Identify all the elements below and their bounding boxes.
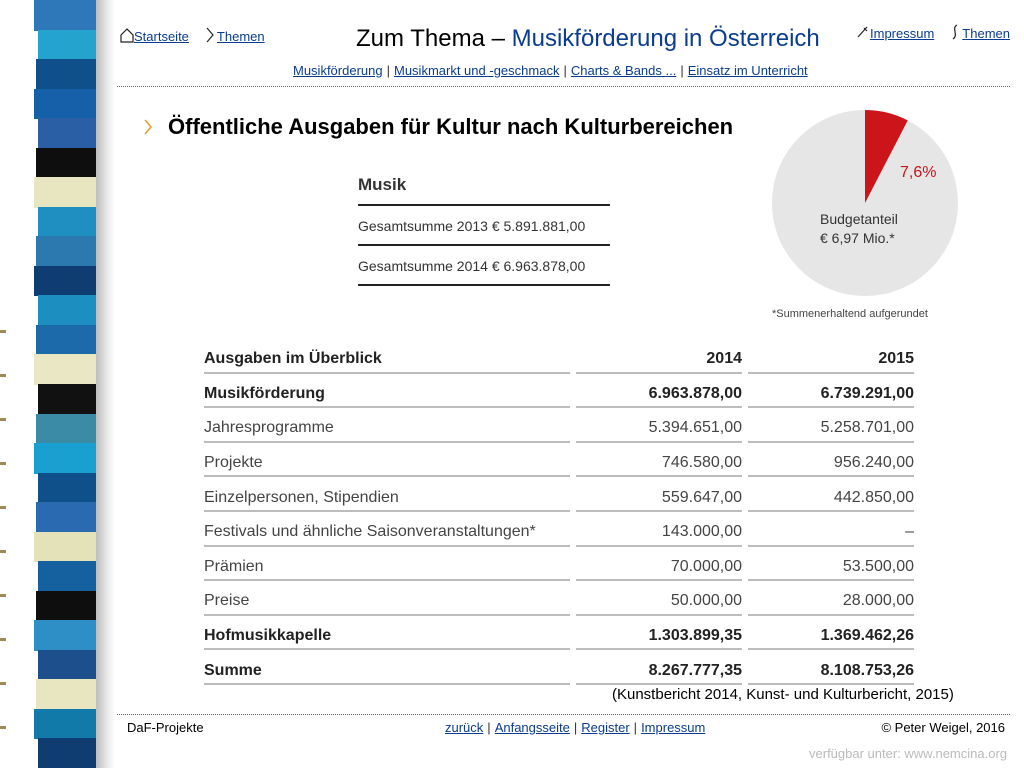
stripe-band <box>38 118 100 149</box>
table-cell-label: Prämien <box>204 557 264 575</box>
table-row-rule <box>576 545 742 547</box>
expenses-table <box>204 342 914 688</box>
table-row <box>204 515 914 550</box>
table-row-rule <box>748 406 914 408</box>
stripe-band <box>38 561 100 592</box>
stripe-band <box>38 473 100 504</box>
chevron-right-icon <box>203 27 217 43</box>
table-row-rule <box>576 614 742 616</box>
top-nav-left <box>120 27 265 44</box>
table-cell-2014: 6.963.878,00 <box>648 384 742 402</box>
table-cell-2014: 746.580,00 <box>661 454 742 472</box>
themes-link-label[interactable]: Themen <box>216 29 265 44</box>
title-highlight: Musikförderung in Österreich <box>511 25 820 52</box>
table-header-2015: 2015 <box>878 350 914 368</box>
table-row <box>204 550 914 585</box>
sub-navigation: Musikförderung | Musikmarkt und -geschmack | Charts & Bands ... | Einsatz im Unterricht <box>293 63 808 78</box>
stripe-band <box>34 709 96 740</box>
stripe-band <box>34 354 96 385</box>
stripe-band <box>34 443 96 474</box>
table-cell-2014: 8.267.777,35 <box>648 661 742 679</box>
table-cell-2015: – <box>905 523 914 541</box>
table-cell-label: Preise <box>204 592 250 610</box>
table-row-rule <box>204 475 570 477</box>
table-row <box>204 377 914 412</box>
stripe-band <box>38 207 100 238</box>
table-cell-label: Jahresprogramme <box>204 419 334 437</box>
table-cell-2014: 5.394.651,00 <box>648 419 742 437</box>
table-row-rule <box>748 614 914 616</box>
home-icon <box>120 27 134 43</box>
pie-footnote: *Summenerhaltend aufgerundet <box>772 308 928 320</box>
table-row-rule <box>204 545 570 547</box>
stripe-band <box>34 0 96 31</box>
pie-percent-label: 7,6% <box>900 164 937 181</box>
musik-summary-box <box>358 175 610 286</box>
table-row-rule <box>204 683 570 685</box>
table-row-rule <box>204 441 570 443</box>
footer-availability: verfügbar unter: www.nemcina.org <box>809 746 1007 761</box>
table-row-rule <box>576 441 742 443</box>
subnav-charts-bands[interactable]: Charts & Bands ... <box>570 63 677 78</box>
table-row <box>204 411 914 446</box>
source-citation: (Kunstbericht 2014, Kunst- und Kulturbericht, 2015) <box>612 686 954 703</box>
stripe-band <box>36 591 98 622</box>
footer-back-link[interactable]: zurück <box>445 720 484 735</box>
table-cell-label: Hofmusikkapelle <box>204 627 332 645</box>
stripe-band <box>34 89 96 120</box>
table-cell-label: Einzelpersonen, Stipendien <box>204 488 399 506</box>
stripe-band <box>36 502 98 533</box>
stripe-band <box>36 236 98 267</box>
table-cell-2015: 8.108.753,26 <box>820 661 914 679</box>
decorative-side-stripe <box>0 0 115 768</box>
musik-total-2013: Gesamtsumme 2013 € 5.891.881,00 <box>358 206 610 246</box>
table-row-rule <box>204 510 570 512</box>
footer-project-label: DaF-Projekte <box>127 720 204 735</box>
table-cell-2014: 143.000,00 <box>661 523 742 541</box>
stripe-band <box>38 295 100 326</box>
stripe-band <box>36 414 98 445</box>
stripe-band <box>38 30 100 61</box>
stripe-band <box>36 148 98 179</box>
section-bullet-icon <box>142 118 154 136</box>
table-row-rule <box>576 510 742 512</box>
table-row-rule <box>576 579 742 581</box>
impressum-link[interactable] <box>856 24 934 41</box>
home-link[interactable] <box>120 27 189 44</box>
table-cell-2015: 28.000,00 <box>842 592 914 610</box>
table-row-rule <box>576 406 742 408</box>
stripe-shadow <box>96 0 115 768</box>
themes-link[interactable] <box>203 27 265 44</box>
stripe-band <box>36 679 98 710</box>
table-row <box>204 446 914 481</box>
home-link-label[interactable]: Startseite <box>134 29 189 44</box>
table-row-rule <box>748 510 914 512</box>
stripe-band <box>34 266 96 297</box>
table-cell-2015: 956.240,00 <box>833 454 914 472</box>
footer-register-link[interactable]: Register <box>581 720 630 735</box>
title-prefix: Zum Thema – <box>356 25 505 52</box>
table-row <box>204 584 914 619</box>
table-cell-label: Projekte <box>204 454 263 472</box>
themes-right-link-label[interactable]: Themen <box>962 26 1010 41</box>
stripe-edge-marks <box>0 330 6 750</box>
pie-budget-line1: Budgetanteil <box>820 211 898 227</box>
footer-home-link[interactable]: Anfangsseite <box>494 720 570 735</box>
header-divider <box>117 86 1010 87</box>
page-title <box>356 25 820 53</box>
stripe-band <box>36 325 98 356</box>
table-row-rule <box>576 683 742 685</box>
table-cell-2015: 5.258.701,00 <box>820 419 914 437</box>
table-row-rule <box>204 648 570 650</box>
stripe-band <box>38 650 100 681</box>
section-title: Öffentliche Ausgaben für Kultur nach Kulturbereichen <box>168 114 734 139</box>
stripe-band <box>38 384 100 415</box>
impressum-link-label[interactable]: Impressum <box>870 26 935 41</box>
table-row <box>204 653 914 688</box>
footer-divider <box>117 714 1010 715</box>
table-cell-2014: 559.647,00 <box>661 488 742 506</box>
table-cell-2015: 442.850,00 <box>833 488 914 506</box>
pen-icon <box>856 24 870 40</box>
footer-impressum-link[interactable]: Impressum <box>641 720 706 735</box>
subnav-musikmarkt[interactable]: Musikmarkt und -geschmack <box>394 63 560 78</box>
table-row-rule <box>204 579 570 581</box>
table-header-label: Ausgaben im Überblick <box>204 350 382 368</box>
table-cell-2014: 70.000,00 <box>670 557 742 575</box>
table-row <box>204 480 914 515</box>
table-body <box>204 377 914 688</box>
curve-icon <box>948 24 962 40</box>
table-row-rule <box>576 475 742 477</box>
table-row-rule <box>576 648 742 650</box>
table-row-rule <box>748 579 914 581</box>
musik-heading: Musik <box>358 175 610 206</box>
table-header-2014: 2014 <box>706 350 742 368</box>
table-row-rule <box>748 475 914 477</box>
subnav-musikfoerderung[interactable]: Musikförderung <box>293 63 383 78</box>
pie-budget-line2: € 6,97 Mio.* <box>820 230 895 246</box>
budget-share-pie <box>770 110 960 300</box>
table-row <box>204 619 914 654</box>
table-row-rule <box>204 406 570 408</box>
top-nav-right <box>856 24 1010 41</box>
table-cell-2015: 1.369.462,26 <box>820 627 914 645</box>
table-cell-2014: 1.303.899,35 <box>648 627 742 645</box>
stripe-band <box>34 620 96 651</box>
table-cell-label: Summe <box>204 661 262 679</box>
stripe-band <box>34 177 96 208</box>
table-header-row <box>204 342 914 377</box>
table-cell-2015: 6.739.291,00 <box>820 384 914 402</box>
pie-budget-label <box>820 210 898 248</box>
table-row-rule <box>748 648 914 650</box>
footer-copyright: © Peter Weigel, 2016 <box>881 720 1005 735</box>
musik-total-2014: Gesamtsumme 2014 € 6.963.878,00 <box>358 246 610 286</box>
table-row-rule <box>204 614 570 616</box>
footer-links: zurück | Anfangsseite | Register | Impressum <box>445 720 706 735</box>
table-row-rule <box>748 545 914 547</box>
table-cell-label: Musikförderung <box>204 384 325 402</box>
stripe-band <box>36 59 98 90</box>
table-cell-2015: 53.500,00 <box>842 557 914 575</box>
stripe-band <box>38 738 100 768</box>
table-cell-2014: 50.000,00 <box>670 592 742 610</box>
table-row-rule <box>748 441 914 443</box>
table-row-rule <box>748 683 914 685</box>
themes-right-link[interactable] <box>948 24 1010 41</box>
subnav-einsatz-unterricht[interactable]: Einsatz im Unterricht <box>687 63 808 78</box>
table-cell-label: Festivals und ähnliche Saisonveranstaltungen* <box>204 523 536 541</box>
stripe-band <box>34 532 96 563</box>
